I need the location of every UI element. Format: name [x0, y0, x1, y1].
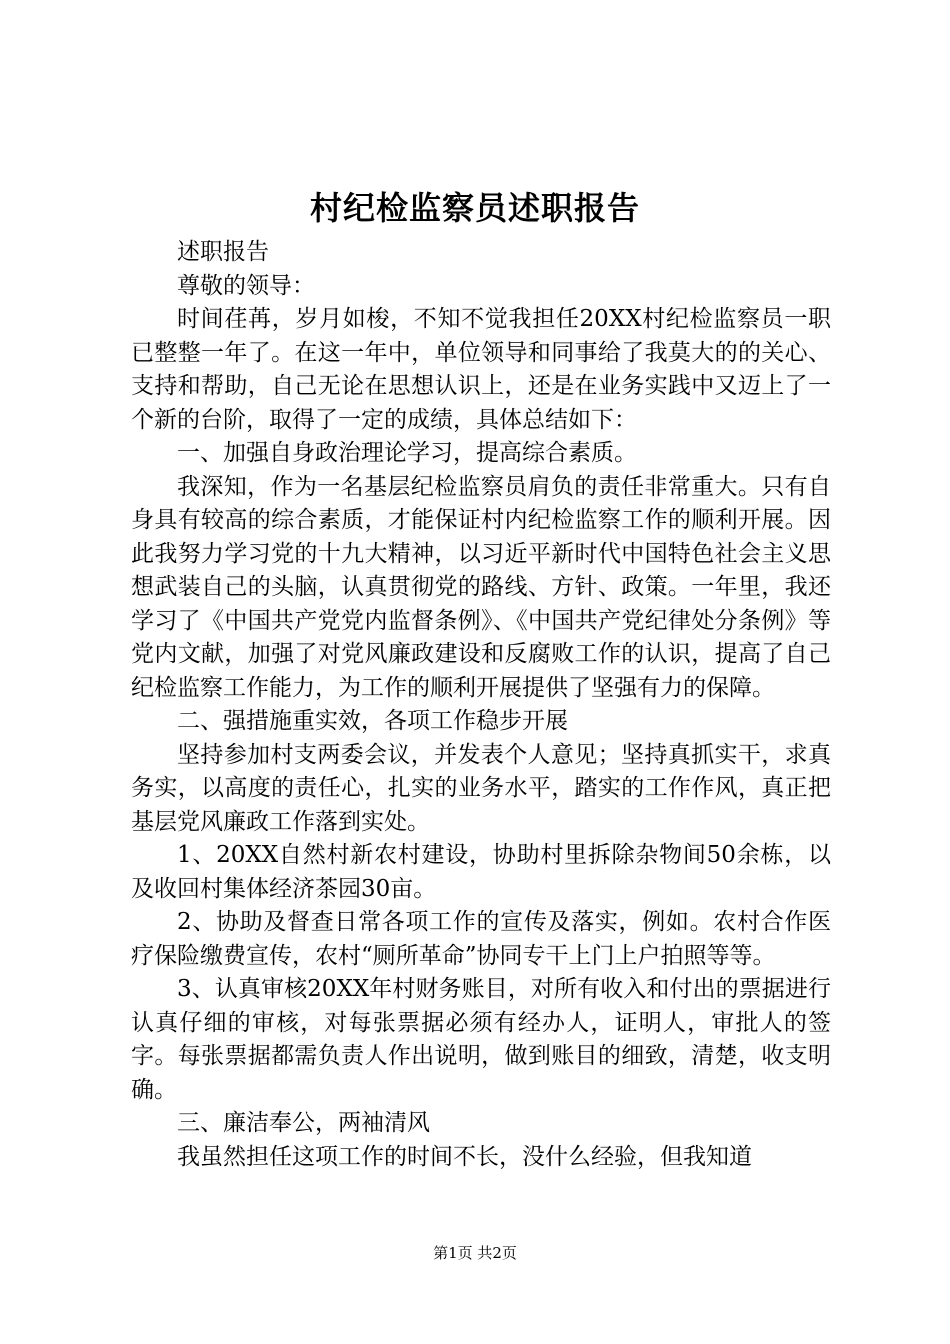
section-heading-2: 二、强措施重实效，各项工作稳步开展 — [177, 708, 568, 734]
page-number-footer: 第1页 共2页 — [433, 1244, 517, 1262]
section-heading-3: 三、廉洁奉公，两袖清风 — [177, 1110, 430, 1136]
list-item-2: 2、协助及督查日常各项工作的宣传及落实，例如。农村合作医疗保险缴费宣传，农村“厕所革命”协同专干上门上户拍照等等。 — [131, 909, 831, 969]
list-item-1: 1、20XX自然村新农村建设，协助村里拆除杂物间50余栋，以及收回村集体经济茶园30亩。 — [131, 842, 831, 902]
paragraph-intro: 时间荏苒，岁月如梭，不知不觉我担任20XX村纪检监察员一职已整整一年了。在这一年中，单位领导和同事给了我莫大的的关心、支持和帮助，自己无论在思想认识上，还是在业务实践中又迈上了一个新的台阶，取得了一定的成绩，具体总结如下： — [131, 306, 831, 433]
paragraph-section-2: 坚持参加村支两委会议，并发表个人意见；坚持真抓实干，求真务实，以高度的责任心，扎实的业务水平，踏实的工作作风，真正把基层党风廉政工作落到实处。 — [131, 741, 831, 835]
document-body — [131, 236, 831, 1174]
list-item-3: 3、认真审核20XX年村财务账目，对所有收入和付出的票据进行认真仔细的审核，对每张票据必须有经办人，证明人，审批人的签字。每张票据都需负责人作出说明，做到账目的细致，清楚，收支明确。 — [131, 976, 831, 1103]
paragraph-salutation: 尊敬的领导： — [177, 272, 315, 299]
paragraph-section-3: 我虽然担任这项工作的时间不长，没什么经验，但我知道 — [177, 1143, 752, 1170]
document-title: 村纪检监察员述职报告 — [309, 189, 640, 227]
section-heading-1: 一、加强自身政治理论学习，提高综合素质。 — [177, 440, 637, 466]
paragraph-section-1: 我深知，作为一名基层纪检监察员肩负的责任非常重大。只有自身具有较高的综合素质，才能保证村内纪检监察工作的顺利开展。因此我努力学习党的十九大精神，以习近平新时代中国特色社会主义思想武装自己的头脑，认真贯彻党的路线、方针、政策。一年里，我还学习了《中国共产党党内监督条例》、《中国共产党纪律处分条例》等党内文献，加强了对党风廉政建设和反腐败工作的认识，提高了自己纪检监察工作能力，为工作的顺利开展提供了坚强有力的保障。 — [131, 473, 831, 701]
paragraph-heading-label: 述职报告 — [177, 239, 269, 265]
